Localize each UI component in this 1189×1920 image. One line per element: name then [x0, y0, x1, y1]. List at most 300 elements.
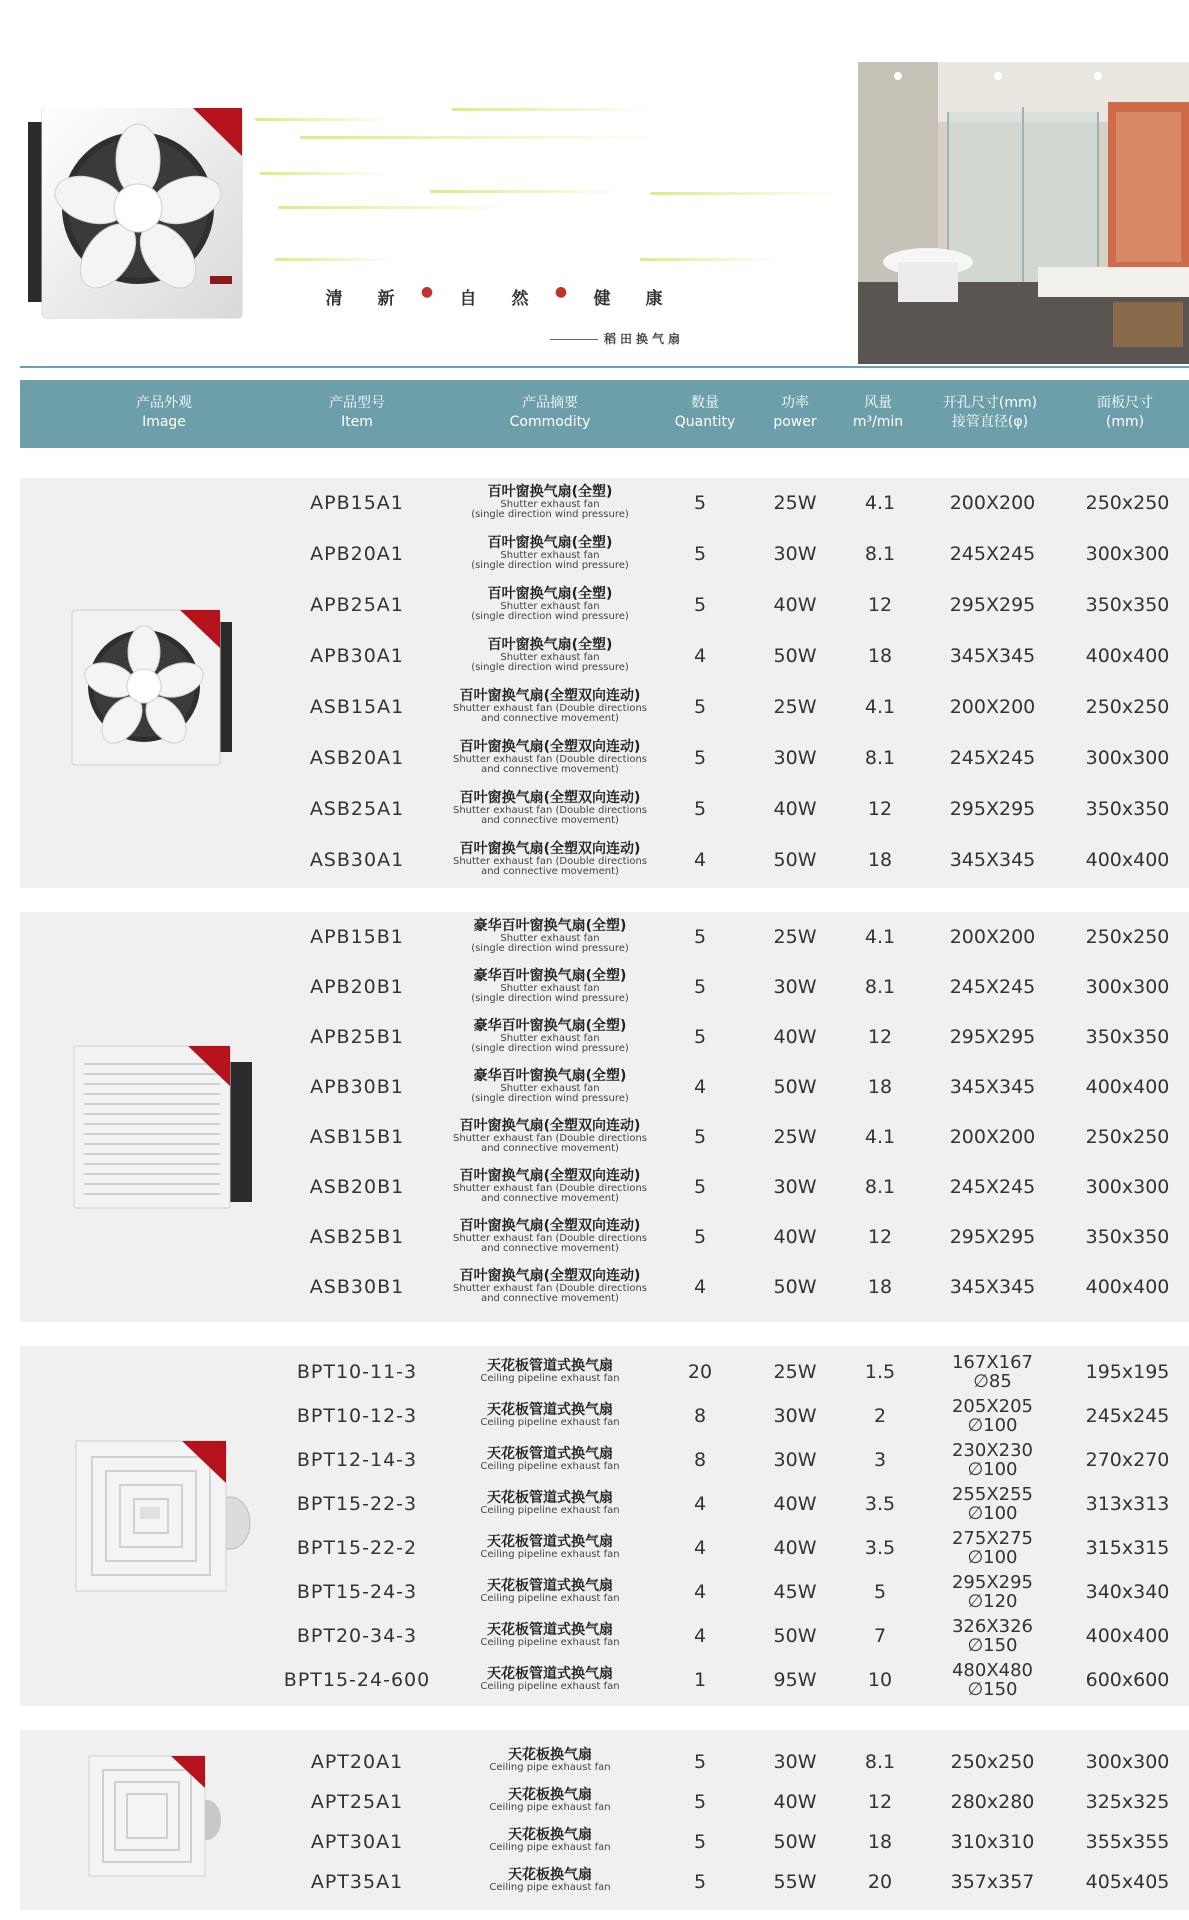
hole-size: 200X200 — [949, 696, 1036, 718]
quantity-value: 5 — [693, 594, 707, 616]
summary-en-detail: (single direction wind pressure) — [471, 509, 629, 520]
summary-cn: 百叶窗换气扇(全塑双向连动) — [459, 841, 641, 857]
col-power-en: power — [773, 414, 817, 430]
summary-cn: 天花板换气扇 — [508, 1867, 592, 1883]
panel-size: 195x195 — [1085, 1361, 1170, 1383]
table-row — [20, 1862, 1189, 1902]
table-row — [20, 1350, 1189, 1394]
hole-dimensions: 167X167 — [951, 1352, 1034, 1373]
power-value: 50W — [773, 1831, 817, 1853]
table-row — [20, 580, 1189, 631]
summary-en-detail: (single direction wind pressure) — [471, 1093, 629, 1104]
pipe-diameter: ∅100 — [967, 1459, 1018, 1480]
decorative-stripe — [275, 258, 395, 261]
hole-size: 310x310 — [950, 1831, 1035, 1853]
product-summary — [440, 1867, 660, 1893]
product-section-apt — [20, 1730, 1189, 1910]
airflow-value: 8.1 — [864, 543, 896, 565]
summary-en: Shutter exhaust fan — [500, 499, 600, 510]
product-summary — [440, 1827, 660, 1853]
panel-size: 350x350 — [1085, 1026, 1170, 1048]
table-row — [20, 1262, 1189, 1312]
quantity-value: 5 — [693, 926, 707, 948]
quantity-value: 4 — [693, 1276, 707, 1298]
summary-en-detail: and connective movement) — [481, 866, 619, 877]
hole-size: 200X200 — [949, 926, 1036, 948]
summary-en: Shutter exhaust fan (Double directions — [452, 754, 648, 765]
summary-en-detail: and connective movement) — [481, 1193, 619, 1204]
power-value: 40W — [773, 594, 817, 616]
panel-size: 300x300 — [1085, 747, 1170, 769]
table-row — [20, 1212, 1189, 1262]
quantity-value: 5 — [693, 1751, 707, 1773]
col-image — [74, 394, 254, 432]
summary-en: Ceiling pipeline exhaust fan — [480, 1637, 620, 1648]
table-row — [20, 1570, 1189, 1614]
product-summary — [440, 1402, 660, 1428]
col-airflow — [838, 394, 918, 432]
hole-size: 200X200 — [949, 1126, 1036, 1148]
power-value: 30W — [773, 543, 817, 565]
summary-en: Shutter exhaust fan (Double directions — [452, 856, 648, 867]
col-panel — [1065, 394, 1185, 432]
model-number: APT35A1 — [310, 1871, 404, 1893]
slogan-char: 康 — [645, 289, 663, 309]
quantity-value: 5 — [693, 747, 707, 769]
summary-en: Shutter exhaust fan (Double directions — [452, 1133, 648, 1144]
col-quantity-cn: 数量 — [691, 395, 719, 411]
hole-size — [920, 1529, 1065, 1567]
summary-en-detail: and connective movement) — [481, 764, 619, 775]
summary-cn: 豪华百叶窗换气扇(全塑) — [473, 918, 627, 934]
power-value: 50W — [773, 645, 817, 667]
product-summary — [440, 918, 660, 954]
model-number: ASB15B1 — [309, 1126, 405, 1148]
hole-dimensions: 255X255 — [951, 1484, 1034, 1505]
summary-cn: 豪华百叶窗换气扇(全塑) — [473, 968, 627, 984]
hole-size — [920, 1441, 1065, 1479]
model-number: BPT10-11-3 — [296, 1361, 418, 1383]
pipe-diameter: ∅120 — [967, 1591, 1018, 1612]
hole-dimensions: 230X230 — [951, 1440, 1034, 1461]
panel-size: 400x400 — [1085, 1276, 1170, 1298]
summary-en-detail: (single direction wind pressure) — [471, 611, 629, 622]
decorative-stripe — [452, 108, 652, 111]
quantity-value: 5 — [693, 1026, 707, 1048]
power-value: 40W — [773, 1791, 817, 1813]
col-panel-en: (mm) — [1105, 414, 1145, 430]
summary-cn: 天花板管道式换气扇 — [487, 1666, 613, 1682]
quantity-value: 4 — [693, 1537, 707, 1559]
product-summary — [440, 688, 660, 724]
summary-en: Ceiling pipe exhaust fan — [489, 1762, 611, 1773]
power-value: 40W — [773, 1493, 817, 1515]
summary-cn: 百叶窗换气扇(全塑双向连动) — [459, 790, 641, 806]
panel-size: 350x350 — [1085, 798, 1170, 820]
summary-en: Shutter exhaust fan (Double directions — [452, 1183, 648, 1194]
model-number: APT25A1 — [310, 1791, 404, 1813]
decorative-stripe — [260, 172, 390, 175]
model-number: APB30B1 — [310, 1076, 404, 1098]
hole-size: 245X245 — [949, 747, 1036, 769]
airflow-value: 8.1 — [864, 1176, 896, 1198]
panel-size: 400x400 — [1085, 645, 1170, 667]
model-number: APB25A1 — [310, 594, 404, 616]
table-row — [20, 1782, 1189, 1822]
slogan-char: 新 — [377, 289, 395, 309]
summary-cn: 天花板管道式换气扇 — [487, 1490, 613, 1506]
model-number: BPT15-24-3 — [296, 1581, 418, 1603]
col-item-cn: 产品型号 — [329, 395, 385, 411]
summary-cn: 百叶窗换气扇(全塑双向连动) — [459, 1118, 641, 1134]
table-row — [20, 1482, 1189, 1526]
panel-size: 300x300 — [1085, 543, 1170, 565]
summary-en: Ceiling pipeline exhaust fan — [480, 1593, 620, 1604]
table-row — [20, 1658, 1189, 1702]
summary-en: Shutter exhaust fan — [500, 1083, 600, 1094]
window-fan-product-photo — [28, 108, 248, 328]
product-summary — [440, 1268, 660, 1304]
airflow-value: 12 — [867, 1791, 893, 1813]
power-value: 25W — [773, 492, 817, 514]
summary-cn: 天花板管道式换气扇 — [487, 1622, 613, 1638]
panel-size: 325x325 — [1085, 1791, 1170, 1813]
product-summary — [440, 484, 660, 520]
airflow-value: 12 — [867, 1026, 893, 1048]
col-panel-cn: 面板尺寸 — [1097, 395, 1153, 411]
power-value: 40W — [773, 1226, 817, 1248]
quantity-value: 5 — [693, 1831, 707, 1853]
col-image-en: Image — [142, 414, 186, 430]
airflow-value: 18 — [867, 645, 893, 667]
power-value: 50W — [773, 1076, 817, 1098]
summary-cn: 豪华百叶窗换气扇(全塑) — [473, 1018, 627, 1034]
product-summary — [440, 1747, 660, 1773]
power-value: 25W — [773, 1126, 817, 1148]
panel-size: 300x300 — [1085, 1751, 1170, 1773]
summary-cn: 豪华百叶窗换气扇(全塑) — [473, 1068, 627, 1084]
airflow-value: 1.5 — [864, 1361, 896, 1383]
airflow-value: 12 — [867, 798, 893, 820]
summary-en: Ceiling pipeline exhaust fan — [480, 1373, 620, 1384]
model-number: BPT15-22-2 — [296, 1537, 418, 1559]
panel-size: 405x405 — [1085, 1871, 1170, 1893]
power-value: 30W — [773, 1449, 817, 1471]
table-row — [20, 1614, 1189, 1658]
product-summary — [440, 1622, 660, 1648]
table-row — [20, 529, 1189, 580]
panel-size: 355x355 — [1085, 1831, 1170, 1853]
hole-size: 345X345 — [949, 1276, 1036, 1298]
hole-size: 295X295 — [949, 1226, 1036, 1248]
airflow-value: 20 — [867, 1871, 893, 1893]
model-number: APB15B1 — [310, 926, 404, 948]
quantity-value: 5 — [693, 1791, 707, 1813]
summary-en-detail: (single direction wind pressure) — [471, 1043, 629, 1054]
table-row — [20, 784, 1189, 835]
summary-cn: 百叶窗换气扇(全塑双向连动) — [459, 739, 641, 755]
hole-size — [920, 1617, 1065, 1655]
panel-size: 245x245 — [1085, 1405, 1170, 1427]
summary-cn: 天花板换气扇 — [508, 1827, 592, 1843]
airflow-value: 12 — [867, 1226, 893, 1248]
power-value: 50W — [773, 1625, 817, 1647]
summary-en: Shutter exhaust fan — [500, 601, 600, 612]
panel-size: 250x250 — [1085, 696, 1170, 718]
airflow-value: 4.1 — [864, 492, 896, 514]
col-commodity-cn: 产品摘要 — [522, 395, 578, 411]
summary-en: Ceiling pipeline exhaust fan — [480, 1549, 620, 1560]
product-summary — [440, 1490, 660, 1516]
quantity-value: 5 — [693, 976, 707, 998]
model-number: ASB20A1 — [309, 747, 405, 769]
summary-en: Ceiling pipeline exhaust fan — [480, 1461, 620, 1472]
quantity-value: 5 — [693, 1176, 707, 1198]
panel-size: 313x313 — [1085, 1493, 1170, 1515]
power-value: 40W — [773, 798, 817, 820]
summary-en-detail: and connective movement) — [481, 815, 619, 826]
hole-size: 345X345 — [949, 1076, 1036, 1098]
summary-en: Shutter exhaust fan — [500, 550, 600, 561]
panel-size: 250x250 — [1085, 926, 1170, 948]
decorative-stripe — [255, 118, 395, 121]
product-summary — [440, 1168, 660, 1204]
table-row — [20, 478, 1189, 529]
power-value: 25W — [773, 696, 817, 718]
col-item-en: Item — [341, 414, 373, 430]
airflow-value: 5 — [873, 1581, 887, 1603]
airflow-value: 10 — [867, 1669, 893, 1691]
table-row — [20, 1062, 1189, 1112]
column-header-bar — [20, 380, 1189, 448]
airflow-value: 12 — [867, 594, 893, 616]
hole-dimensions: 480X480 — [951, 1660, 1034, 1681]
col-commodity — [450, 394, 650, 432]
product-summary — [440, 1068, 660, 1104]
quantity-value: 4 — [693, 645, 707, 667]
quantity-value: 5 — [693, 543, 707, 565]
model-number: BPT15-24-600 — [283, 1669, 431, 1691]
product-summary — [440, 1218, 660, 1254]
summary-cn: 天花板管道式换气扇 — [487, 1534, 613, 1550]
hole-size — [920, 1353, 1065, 1391]
summary-en-detail: and connective movement) — [481, 1293, 619, 1304]
hole-size: 280x280 — [950, 1791, 1035, 1813]
product-summary — [440, 1666, 660, 1692]
table-row — [20, 835, 1189, 886]
power-value: 30W — [773, 1176, 817, 1198]
hole-dimensions: 205X205 — [951, 1396, 1034, 1417]
model-number: BPT10-12-3 — [296, 1405, 418, 1427]
product-summary — [440, 1446, 660, 1472]
model-number: ASB20B1 — [309, 1176, 405, 1198]
airflow-value: 18 — [867, 1831, 893, 1853]
hole-size: 295X295 — [949, 1026, 1036, 1048]
dash-line — [550, 339, 598, 340]
table-row — [20, 1112, 1189, 1162]
hole-size: 245X245 — [949, 976, 1036, 998]
hole-size — [920, 1485, 1065, 1523]
quantity-value: 4 — [693, 1581, 707, 1603]
power-value: 95W — [773, 1669, 817, 1691]
airflow-value: 2 — [873, 1405, 887, 1427]
hole-dimensions: 275X275 — [951, 1528, 1034, 1549]
model-number: APT20A1 — [310, 1751, 404, 1773]
summary-en-detail: and connective movement) — [481, 1143, 619, 1154]
airflow-value: 4.1 — [864, 696, 896, 718]
airflow-value: 7 — [873, 1625, 887, 1647]
bullet-icon: ● — [554, 284, 568, 300]
product-summary — [440, 637, 660, 673]
product-section-apb-a1 — [20, 478, 1189, 888]
panel-size: 400x400 — [1085, 1076, 1170, 1098]
col-hole-cn: 开孔尺寸(mm) — [942, 395, 1038, 411]
summary-en-detail: (single direction wind pressure) — [471, 560, 629, 571]
airflow-value: 18 — [867, 1276, 893, 1298]
col-commodity-en: Commodity — [509, 414, 591, 430]
model-number: ASB25A1 — [309, 798, 405, 820]
pipe-diameter: ∅100 — [967, 1415, 1018, 1436]
hole-size: 245X245 — [949, 1176, 1036, 1198]
power-value: 55W — [773, 1871, 817, 1893]
product-summary — [440, 1358, 660, 1384]
decorative-stripe — [640, 258, 780, 261]
panel-size: 250x250 — [1085, 492, 1170, 514]
quantity-value: 8 — [693, 1405, 707, 1427]
col-quantity — [660, 394, 750, 432]
panel-size: 300x300 — [1085, 976, 1170, 998]
panel-size: 600x600 — [1085, 1669, 1170, 1691]
col-hole-en: 接管直径(φ) — [951, 414, 1029, 430]
summary-en: Ceiling pipe exhaust fan — [489, 1882, 611, 1893]
summary-cn: 天花板管道式换气扇 — [487, 1578, 613, 1594]
power-value: 50W — [773, 1276, 817, 1298]
hole-size: 200X200 — [949, 492, 1036, 514]
summary-cn: 百叶窗换气扇(全塑双向连动) — [459, 688, 641, 704]
product-summary — [440, 790, 660, 826]
airflow-value: 18 — [867, 849, 893, 871]
col-hole — [920, 394, 1060, 432]
decorative-stripe — [430, 190, 630, 193]
summary-cn: 天花板换气扇 — [508, 1787, 592, 1803]
quantity-value: 4 — [693, 1076, 707, 1098]
hole-size: 345X345 — [949, 849, 1036, 871]
power-value: 30W — [773, 747, 817, 769]
pipe-diameter: ∅100 — [967, 1547, 1018, 1568]
airflow-value: 3.5 — [864, 1537, 896, 1559]
summary-en: Shutter exhaust fan — [500, 933, 600, 944]
table-row — [20, 1526, 1189, 1570]
product-summary — [440, 739, 660, 775]
summary-en: Ceiling pipeline exhaust fan — [480, 1417, 620, 1428]
summary-en: Ceiling pipe exhaust fan — [489, 1802, 611, 1813]
airflow-value: 4.1 — [864, 926, 896, 948]
hole-dimensions: 295X295 — [951, 1572, 1034, 1593]
slogan — [308, 284, 680, 309]
product-summary — [440, 1018, 660, 1054]
quantity-value: 8 — [693, 1449, 707, 1471]
quantity-value: 5 — [693, 1126, 707, 1148]
summary-en-detail: and connective movement) — [481, 713, 619, 724]
panel-size: 400x400 — [1085, 1625, 1170, 1647]
col-item — [282, 394, 432, 432]
hole-size: 250x250 — [950, 1751, 1035, 1773]
summary-en: Shutter exhaust fan (Double directions — [452, 1283, 648, 1294]
product-summary — [440, 1118, 660, 1154]
pipe-diameter: ∅100 — [967, 1503, 1018, 1524]
product-section-apb-b1 — [20, 912, 1189, 1322]
hole-size — [920, 1573, 1065, 1611]
summary-en-detail: (single direction wind pressure) — [471, 662, 629, 673]
power-value: 50W — [773, 849, 817, 871]
airflow-value: 18 — [867, 1076, 893, 1098]
summary-cn: 天花板换气扇 — [508, 1747, 592, 1763]
summary-en: Shutter exhaust fan — [500, 1033, 600, 1044]
summary-cn: 百叶窗换气扇(全塑) — [487, 484, 613, 500]
product-summary — [440, 586, 660, 622]
summary-en: Shutter exhaust fan (Double directions — [452, 805, 648, 816]
power-value: 30W — [773, 1751, 817, 1773]
col-power-cn: 功率 — [781, 395, 809, 411]
panel-size: 350x350 — [1085, 594, 1170, 616]
col-airflow-cn: 风量 — [864, 395, 892, 411]
quantity-value: 5 — [693, 1226, 707, 1248]
power-value: 25W — [773, 926, 817, 948]
col-power — [755, 394, 835, 432]
decorative-stripe — [300, 136, 660, 139]
header-divider — [20, 366, 1189, 368]
model-number: ASB25B1 — [309, 1226, 405, 1248]
model-number: APB20A1 — [310, 543, 404, 565]
hole-size: 295X295 — [949, 798, 1036, 820]
slogan-char: 自 — [459, 289, 477, 309]
summary-cn: 天花板管道式换气扇 — [487, 1402, 613, 1418]
panel-size: 340x340 — [1085, 1581, 1170, 1603]
power-value: 40W — [773, 1026, 817, 1048]
pipe-diameter: ∅85 — [973, 1371, 1012, 1392]
panel-size: 400x400 — [1085, 849, 1170, 871]
product-summary — [440, 841, 660, 877]
table-row — [20, 733, 1189, 784]
summary-en: Shutter exhaust fan (Double directions — [452, 1233, 648, 1244]
summary-cn: 百叶窗换气扇(全塑双向连动) — [459, 1268, 641, 1284]
product-summary — [440, 1534, 660, 1560]
product-summary — [440, 968, 660, 1004]
table-row — [20, 912, 1189, 962]
product-section-bpt — [20, 1346, 1189, 1706]
airflow-value: 8.1 — [864, 1751, 896, 1773]
summary-en: Ceiling pipe exhaust fan — [489, 1842, 611, 1853]
slogan-char: 然 — [511, 289, 529, 309]
quantity-value: 4 — [693, 849, 707, 871]
hole-size: 345X345 — [949, 645, 1036, 667]
hole-size: 245X245 — [949, 543, 1036, 565]
bathroom-photo — [858, 62, 1189, 364]
summary-en: Shutter exhaust fan (Double directions — [452, 703, 648, 714]
quantity-value: 4 — [693, 1625, 707, 1647]
slogan-char: 健 — [593, 289, 611, 309]
hole-size: 295X295 — [949, 594, 1036, 616]
hole-size: 357x357 — [950, 1871, 1035, 1893]
airflow-value: 3.5 — [864, 1493, 896, 1515]
airflow-value: 8.1 — [864, 976, 896, 998]
panel-size: 300x300 — [1085, 1176, 1170, 1198]
model-number: BPT20-34-3 — [296, 1625, 418, 1647]
hole-size — [920, 1397, 1065, 1435]
model-number: ASB30B1 — [309, 1276, 405, 1298]
power-value: 30W — [773, 1405, 817, 1427]
model-number: APT30A1 — [310, 1831, 404, 1853]
